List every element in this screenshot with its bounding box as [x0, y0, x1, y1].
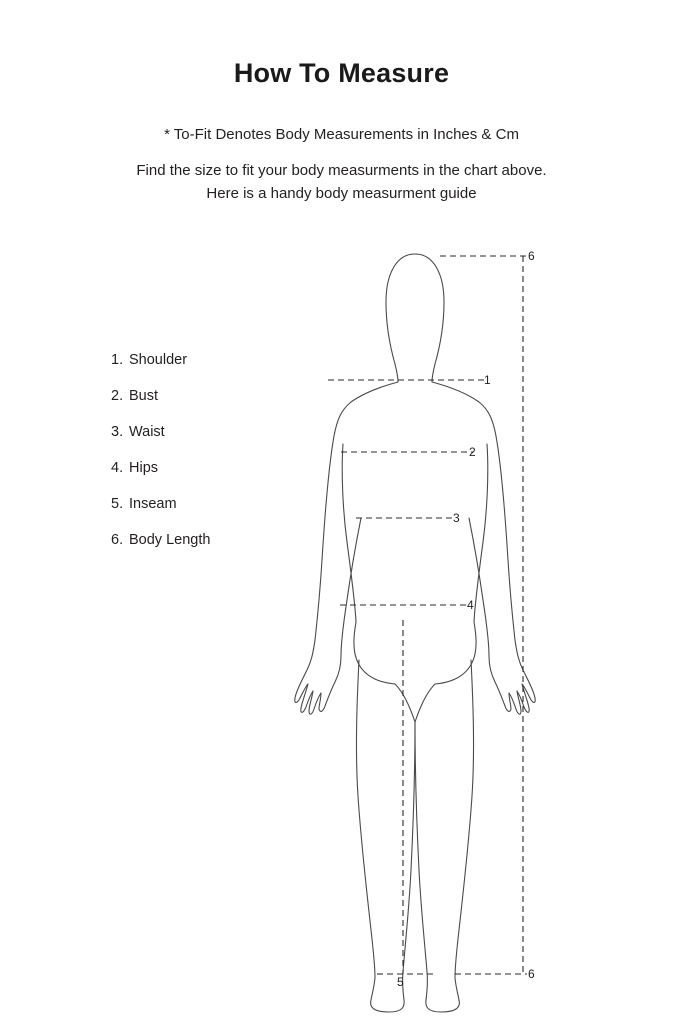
body-measurement-diagram	[255, 230, 575, 1020]
page-subtitle: * To-Fit Denotes Body Measurements in Inches & Cm	[164, 126, 519, 143]
legend-number: 6.	[111, 532, 124, 548]
page-title: How To Measure	[233, 58, 450, 88]
marker-label-shoulder: 1	[484, 373, 491, 387]
description-line-2: Here is a handy body measurment guide	[206, 185, 477, 202]
legend-number: 3.	[111, 424, 124, 440]
marker-label-bust: 2	[469, 445, 476, 459]
legend-number: 4.	[111, 460, 124, 476]
legend-label: Hips	[129, 460, 159, 476]
legend-label: Shoulder	[129, 352, 188, 368]
marker-label-body-length-bottom: 6	[528, 967, 535, 981]
page-description	[0, 159, 683, 205]
marker-label-waist: 3	[453, 511, 460, 525]
marker-label-hips: 4	[467, 598, 474, 612]
marker-label-inseam: 5	[397, 975, 404, 989]
legend-number: 2.	[111, 388, 124, 404]
legend-label: Bust	[129, 388, 159, 404]
legend-label: Body Length	[129, 532, 211, 548]
body-outline-icon	[295, 254, 535, 1012]
legend-number: 5.	[111, 496, 124, 512]
legend-label: Waist	[129, 424, 165, 440]
description-line-1: Find the size to fit your body measurments in the chart above.	[136, 162, 547, 179]
legend-number: 1.	[111, 352, 124, 368]
legend-label: Inseam	[129, 496, 177, 512]
marker-label-body-length-top: 6	[528, 249, 535, 263]
